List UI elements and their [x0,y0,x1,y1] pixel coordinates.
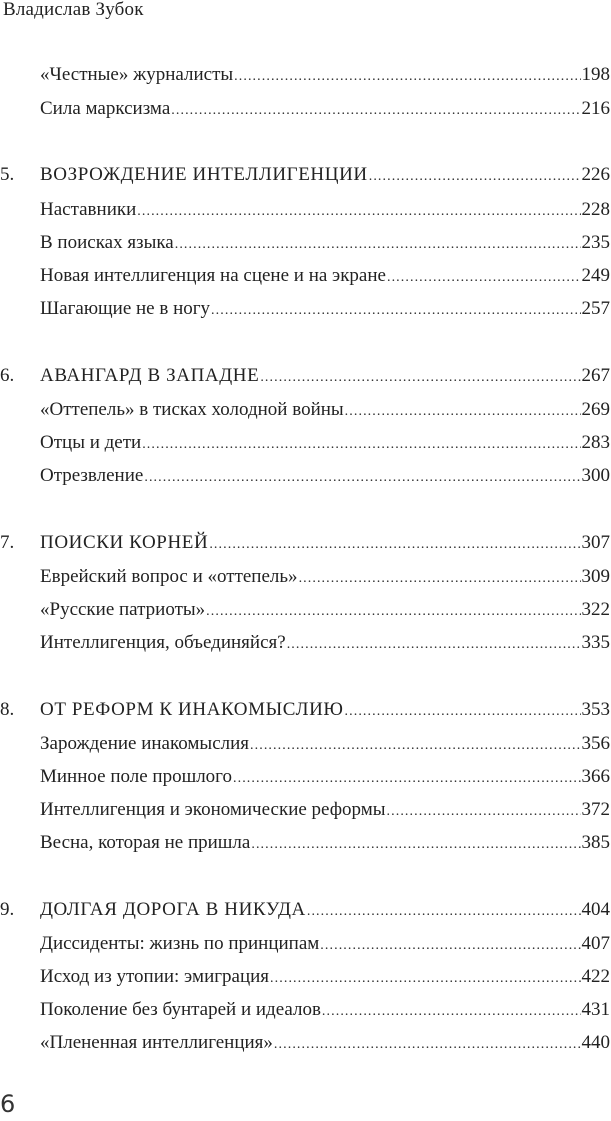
page-number: 249 [581,265,610,286]
chapter-heading [0,365,610,389]
dot-leader [320,935,580,957]
dot-leader [171,100,580,122]
chapter-heading [0,532,610,556]
entry-title: Сила марксизма [40,98,171,119]
page-number: 407 [581,933,610,954]
toc-entry [40,265,610,289]
entry-title: Интеллигенция, объединяйся? [40,632,286,653]
entry-title: Исход из утопии: эмиграция [40,966,270,987]
toc-entry [40,832,610,856]
page-number: 440 [581,1032,610,1053]
page-number: 372 [581,799,610,820]
dot-leader [142,434,580,456]
entry-title: Весна, которая не пришла [40,832,251,853]
chapter-heading [0,699,610,723]
page-number: 431 [581,999,610,1020]
chapter-heading [0,899,610,923]
page-number: 235 [581,232,610,253]
entry-title: «Плененная интеллигенция» [40,1032,273,1053]
entry-title: «Русские патриоты» [40,599,206,620]
page-number: 422 [581,966,610,987]
page-number: 228 [581,199,610,220]
toc-entry [40,64,610,88]
dot-leader [144,467,580,489]
dot-leader [209,534,580,556]
dot-leader [345,401,581,423]
page-number: 283 [581,432,610,453]
chapter-title: ОТ РЕФОРМ К ИНАКОМЫСЛИЮ [40,699,344,720]
toc-entry [40,933,610,957]
dot-leader [270,968,580,990]
dot-leader [299,568,581,590]
page-number: 257 [581,298,610,319]
entry-title: Минное поле прошлого [40,766,232,787]
page-number: 404 [581,899,610,920]
entry-title: Диссиденты: жизнь по принципам [40,933,320,954]
page-number: 353 [581,699,610,720]
chapter-title: ПОИСКИ КОРНЕЙ [40,532,209,553]
entry-title: «Честные» журналисты [40,64,234,85]
page-number: 198 [581,64,610,85]
page-number: 366 [581,766,610,787]
toc-entry [40,632,610,656]
dot-leader [137,201,580,223]
page-number: 335 [581,632,610,653]
entry-title: Наставники [40,199,137,220]
chapter-title: АВАНГАРД В ЗАПАДНЕ [40,365,260,386]
toc-entry [40,98,610,122]
entry-title: Зарождение инакомыслия [40,733,250,754]
page-number: 216 [581,98,610,119]
page-folio: 6 [0,1090,16,1118]
page-number: 300 [581,465,610,486]
chapter-number: 7. [0,532,15,553]
toc-entry [40,232,610,256]
entry-title: Отцы и дети [40,432,142,453]
chapter-number: 8. [0,699,15,720]
toc-entry [40,399,610,423]
toc-entry [40,999,610,1023]
running-head: Владислав Зубок [3,0,144,20]
page-number: 356 [581,733,610,754]
chapter-heading [0,164,610,188]
dot-leader [287,634,581,656]
chapter-title: ВОЗРОЖДЕНИЕ ИНТЕЛЛИГЕНЦИИ [40,164,368,185]
page-number: 309 [581,566,610,587]
dot-leader [307,901,581,923]
dot-leader [234,66,580,88]
page-number: 226 [581,164,610,185]
entry-title: Интеллигенция и экономические реформы [40,799,386,820]
toc-entry [40,566,610,590]
dot-leader [211,300,580,322]
dot-leader [345,701,581,723]
page-number: 385 [581,832,610,853]
dot-leader [369,166,581,188]
entry-title: Отрезвление [40,465,144,486]
dot-leader [250,735,580,757]
entry-title: Шагающие не в ногу [40,298,211,319]
toc-entry [40,766,610,790]
entry-title: Еврейский вопрос и «оттепель» [40,566,298,587]
chapter-number: 9. [0,899,15,920]
chapter-title: ДОЛГАЯ ДОРОГА В НИКУДА [40,899,306,920]
entry-title: В поисках языка [40,232,174,253]
dot-leader [175,234,581,256]
dot-leader [233,768,581,790]
page-number: 267 [581,365,610,386]
entry-title: Поколение без бунтарей и идеалов [40,999,321,1020]
page-number: 322 [581,599,610,620]
toc-entry [40,733,610,757]
dot-leader [387,801,581,823]
toc-entry [40,599,610,623]
page-number: 307 [581,532,610,553]
toc-entry [40,799,610,823]
toc-entry [40,1032,610,1056]
dot-leader [322,1001,581,1023]
entry-title: «Оттепель» в тисках холодной войны [40,399,344,420]
page-number: 269 [581,399,610,420]
toc-entry [40,298,610,322]
dot-leader [251,834,580,856]
toc-entry [40,432,610,456]
chapter-number: 6. [0,365,15,386]
dot-leader [260,367,580,389]
dot-leader [387,267,581,289]
toc-entry [40,199,610,223]
dot-leader [206,601,580,623]
dot-leader [274,1034,581,1056]
entry-title: Новая интеллигенция на сцене и на экране [40,265,386,286]
chapter-number: 5. [0,164,15,185]
toc-entry [40,465,610,489]
toc-entry [40,966,610,990]
